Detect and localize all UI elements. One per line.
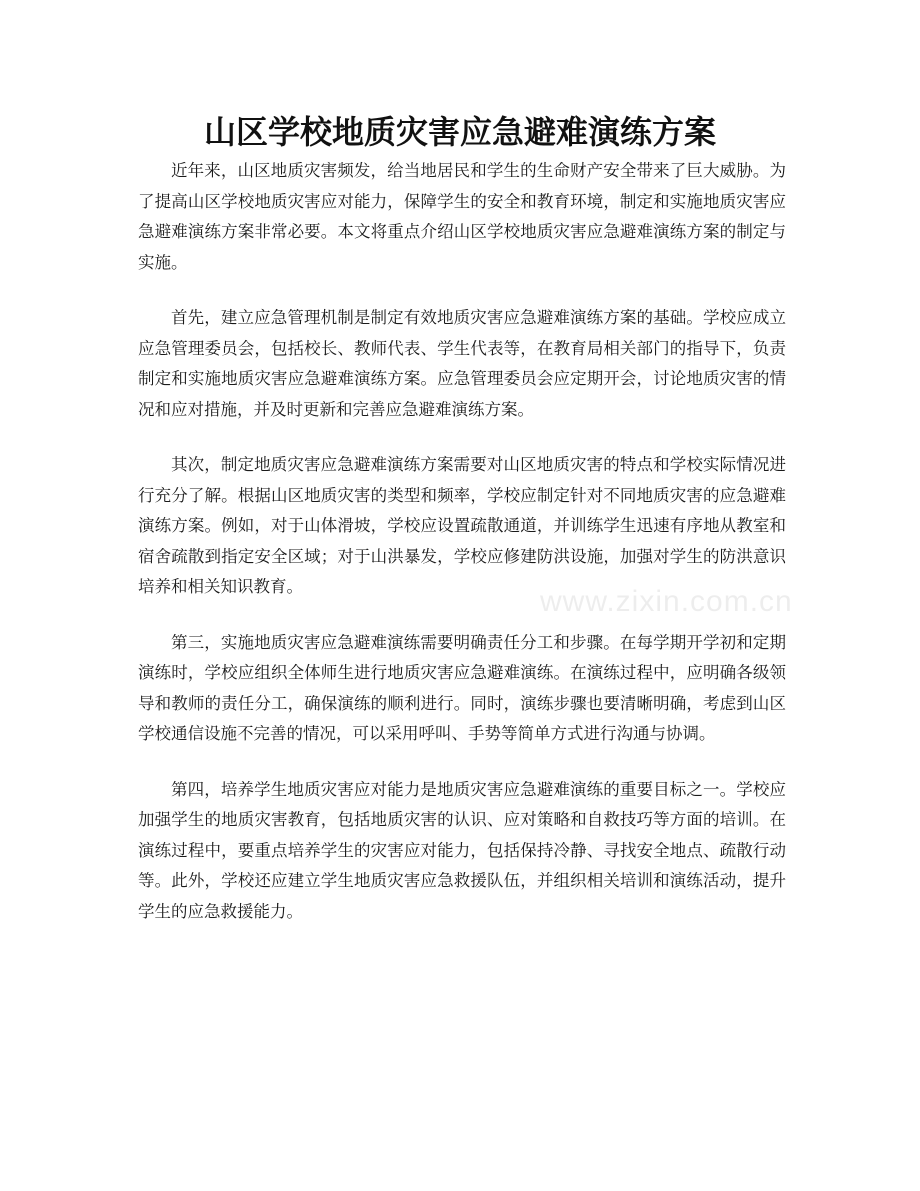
watermark: www.zixin.com.cn [540, 585, 793, 618]
document-body [138, 156, 786, 952]
page-title: 山区学校地质灾害应急避难演练方案 [203, 113, 716, 151]
paragraph-second: 其次，制定地质灾害应急避难演练方案需要对山区地质灾害的特点和学校实际情况进行充分了解。根据山区地质灾害的类型和频率，学校应制定针对不同地质灾害的应急避难演练方案。例如，对于山体滑坡，学校应设置疏散通道，并训练学生迅速有序地从教室和宿舍疏散到指定安全区域；对于山洪暴发，学校应修建防洪设施，加强对学生的防洪意识培养和相关知识教育。 [138, 455, 786, 596]
paragraph-fourth: 第四，培养学生地质灾害应对能力是地质灾害应急避难演练的重要目标之一。学校应加强学生的地质灾害教育，包括地质灾害的认识、应对策略和自救技巧等方面的培训。在演练过程中，要重点培养学生的灾害应对能力，包括保持冷静、寻找安全地点、疏散行动等。此外，学校还应建立学生地质灾害应急救援队伍，并组织相关培训和演练活动，提升学生的应急救援能力。 [138, 779, 786, 921]
paragraph-first: 首先，建立应急管理机制是制定有效地质灾害应急避难演练方案的基础。学校应成立应急管理委员会，包括校长、教师代表、学生代表等，在教育局相关部门的指导下，负责制定和实施地质灾害应急避难演练方案。应急管理委员会应定期开会，讨论地质灾害的情况和应对措施，并及时更新和完善应急避难演练方案。 [138, 308, 786, 419]
paragraph-intro: 近年来，山区地质灾害频发，给当地居民和学生的生命财产安全带来了巨大威胁。为了提高山区学校地质灾害应对能力，保障学生的安全和教育环境，制定和实施地质灾害应急避难演练方案非常必要。本文将重点介绍山区学校地质灾害应急避难演练方案的制定与实施。 [138, 161, 786, 272]
paragraph-third: 第三，实施地质灾害应急避难演练需要明确责任分工和步骤。在每学期开学初和定期演练时，学校应组织全体师生进行地质灾害应急避难演练。在演练过程中，应明确各级领导和教师的责任分工，确保演练的顺利进行。同时，演练步骤也要清晰明确，考虑到山区学校通信设施不完善的情况，可以采用呼叫、手势等简单方式进行沟通与协调。 [138, 632, 786, 743]
